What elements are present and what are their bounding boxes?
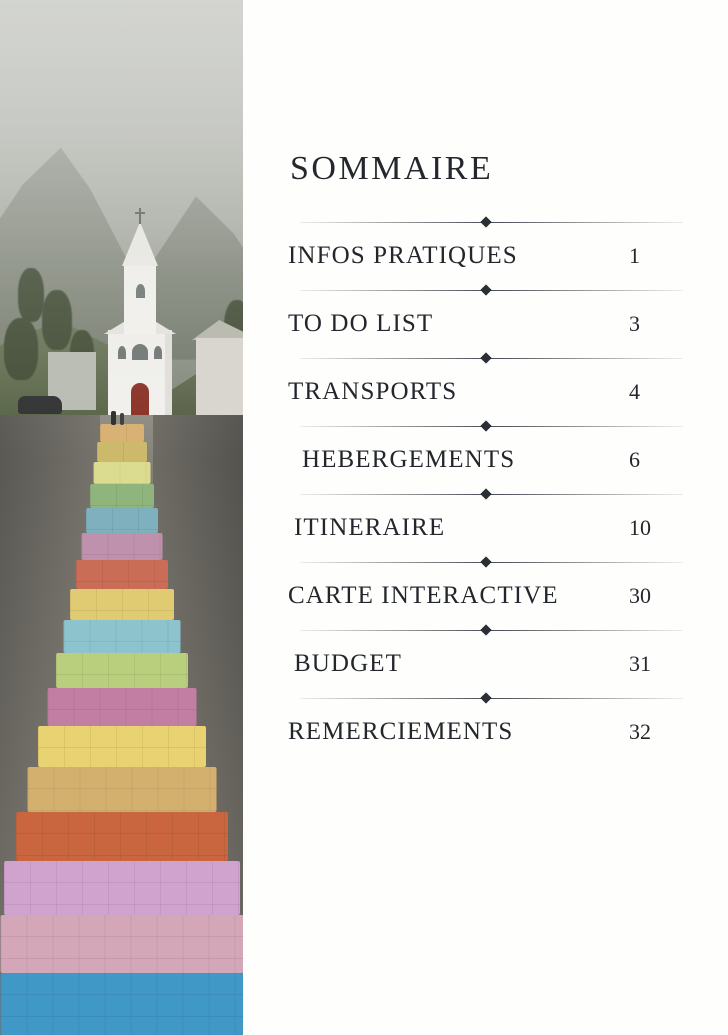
house-right (196, 338, 243, 424)
toc-entry-page: 6 (629, 447, 640, 472)
rainbow-stripe (90, 484, 154, 508)
rainbow-stripe (86, 508, 158, 533)
diamond-icon (480, 624, 491, 635)
toc-entry-label: REMERCIEMENTS (288, 718, 514, 745)
rainbow-stripe (100, 424, 144, 442)
toc-entry-label: HEBERGEMENTS (302, 446, 516, 473)
rainbow-stripe (16, 812, 228, 861)
diamond-icon (480, 488, 491, 499)
ornament-divider (288, 622, 683, 638)
ornament-divider (288, 690, 683, 706)
rainbow-stripe (76, 560, 168, 589)
ornament-divider (288, 486, 683, 502)
rainbow-stripe (4, 861, 240, 915)
rainbow-stripe (70, 589, 174, 620)
ornament-divider (288, 214, 683, 230)
toc-entry-carte-interactive[interactable] (288, 572, 683, 622)
diamond-icon (480, 216, 491, 227)
church-window (136, 284, 145, 298)
church-window-round (132, 344, 148, 360)
diamond-icon (480, 284, 491, 295)
diamond-icon (480, 420, 491, 431)
toc-entry-page: 32 (629, 719, 651, 744)
tree (42, 290, 72, 350)
toc-entry-hebergements[interactable] (288, 436, 683, 486)
toc-entry-page: 10 (629, 515, 651, 540)
toc-entry-itineraire[interactable] (288, 504, 683, 554)
toc-entry-infos-pratiques[interactable] (288, 232, 683, 282)
toc-entry-page: 1 (629, 243, 640, 268)
table-of-contents (288, 150, 683, 758)
rainbow-stripe (93, 462, 150, 484)
toc-entry-budget[interactable] (288, 640, 683, 690)
toc-entry-page: 31 (629, 651, 651, 676)
rainbow-street (0, 424, 243, 1035)
toc-entry-label: BUDGET (294, 650, 402, 677)
toc-entry-page: 3 (629, 311, 640, 336)
ornament-divider (288, 418, 683, 434)
church-door (131, 383, 149, 418)
toc-entry-label: CARTE INTERACTIVE (288, 582, 559, 609)
church-window (154, 346, 162, 359)
page-title: SOMMAIRE (290, 150, 494, 187)
toc-entry-remerciements[interactable] (288, 708, 683, 758)
tree (4, 318, 38, 380)
church-window (118, 346, 126, 359)
parked-car (18, 396, 62, 414)
rainbow-stripe (47, 688, 196, 726)
toc-entry-label: TO DO LIST (288, 310, 434, 337)
person-figure (111, 411, 116, 425)
tree (18, 268, 44, 322)
rainbow-stripe (81, 533, 162, 560)
ornament-divider (288, 554, 683, 570)
cover-photo (0, 0, 243, 1035)
rainbow-stripe (0, 973, 243, 1035)
rainbow-stripe (56, 653, 188, 688)
church-cross-icon (139, 208, 141, 224)
rainbow-stripe (0, 915, 243, 973)
church-tower (124, 262, 156, 334)
rainbow-stripe (97, 442, 147, 462)
ornament-divider (288, 282, 683, 298)
toc-entry-page: 4 (629, 379, 640, 404)
toc-entry-label: TRANSPORTS (288, 378, 458, 405)
ornament-divider (288, 350, 683, 366)
toc-entry-transports[interactable] (288, 368, 683, 418)
toc-entry-label: ITINERAIRE (294, 514, 446, 541)
church-cross-icon (135, 212, 145, 214)
person-figure (120, 413, 124, 425)
rainbow-stripe (27, 767, 216, 812)
diamond-icon (480, 692, 491, 703)
toc-entry-label: INFOS PRATIQUES (288, 242, 518, 269)
rainbow-stripe (38, 726, 206, 767)
toc-entry-page: 30 (629, 583, 651, 608)
toc-entry-to-do-list[interactable] (288, 300, 683, 350)
content-panel (243, 0, 728, 1035)
diamond-icon (480, 556, 491, 567)
rainbow-stripe (63, 620, 180, 653)
diamond-icon (480, 352, 491, 363)
